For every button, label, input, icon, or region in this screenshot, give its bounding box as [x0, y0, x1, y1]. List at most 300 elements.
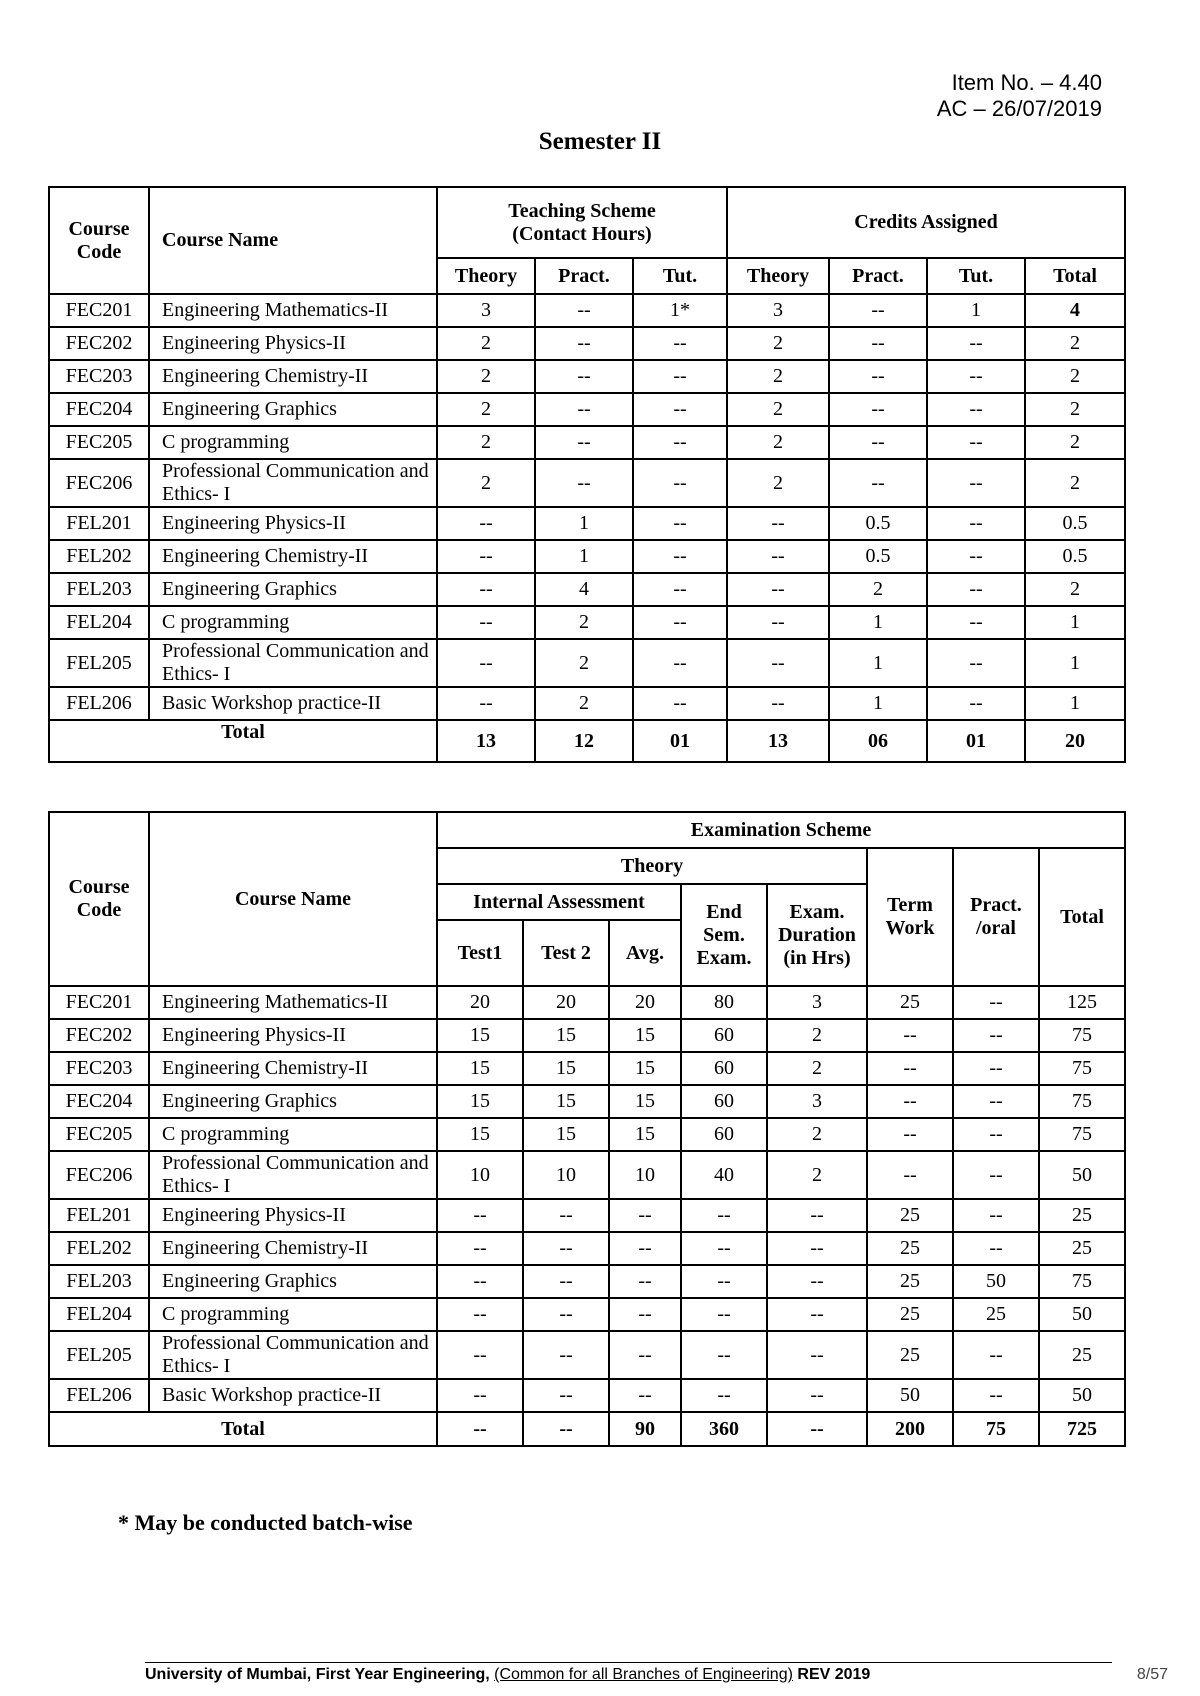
total-value-cell: 90 — [609, 1412, 681, 1446]
value-cell: -- — [767, 1232, 867, 1265]
value-cell: -- — [633, 606, 727, 639]
total-label: Total — [49, 720, 437, 762]
value-cell: -- — [437, 1298, 523, 1331]
value-cell: -- — [953, 1151, 1039, 1199]
course-code-cell: FEC206 — [49, 459, 149, 507]
value-cell: 2 — [535, 639, 633, 687]
teaching-scheme-sublabel: (Contact Hours) — [512, 222, 652, 245]
value-cell: 2 — [727, 393, 829, 426]
course-name-cell: Engineering Mathematics-II — [149, 294, 437, 327]
value-cell: 0.5 — [1025, 507, 1125, 540]
header-course-code: Course Code — [49, 812, 149, 986]
value-cell: -- — [829, 327, 927, 360]
value-cell: -- — [927, 573, 1025, 606]
value-cell: -- — [681, 1298, 767, 1331]
value-cell: -- — [829, 294, 927, 327]
value-cell: -- — [767, 1298, 867, 1331]
course-code-cell: FEL201 — [49, 507, 149, 540]
value-cell: 1 — [535, 540, 633, 573]
course-code-cell: FEC203 — [49, 360, 149, 393]
item-number-block — [937, 70, 1102, 122]
value-cell: -- — [867, 1085, 953, 1118]
value-cell: 125 — [1039, 986, 1125, 1019]
total-value-cell: 13 — [727, 720, 829, 762]
value-cell: 15 — [437, 1118, 523, 1151]
course-code-cell: FEL204 — [49, 606, 149, 639]
value-cell: 1 — [535, 507, 633, 540]
value-cell: -- — [437, 1232, 523, 1265]
value-cell: -- — [633, 687, 727, 720]
header-test1: Test1 — [437, 920, 523, 986]
ac-date: AC – 26/07/2019 — [936, 96, 1102, 121]
value-cell: 2 — [767, 1052, 867, 1085]
value-cell: -- — [953, 986, 1039, 1019]
value-cell: -- — [633, 327, 727, 360]
table-row — [49, 540, 1125, 573]
course-name-cell: Professional Communication and Ethics- I — [149, 459, 437, 507]
value-cell: -- — [829, 459, 927, 507]
course-name-cell: Engineering Graphics — [149, 393, 437, 426]
value-cell: -- — [953, 1379, 1039, 1412]
value-cell: 10 — [609, 1151, 681, 1199]
course-code-cell: FEC203 — [49, 1052, 149, 1085]
value-cell: -- — [927, 360, 1025, 393]
value-cell: 2 — [1025, 360, 1125, 393]
total-value-cell: 12 — [535, 720, 633, 762]
course-code-cell: FEC205 — [49, 1118, 149, 1151]
value-cell: -- — [523, 1331, 609, 1379]
value-cell: 4 — [1025, 294, 1125, 327]
value-cell: 2 — [1025, 459, 1125, 507]
course-code-cell: FEC206 — [49, 1151, 149, 1199]
value-cell: 25 — [1039, 1331, 1125, 1379]
course-code-cell: FEL204 — [49, 1298, 149, 1331]
total-value-cell: -- — [437, 1412, 523, 1446]
value-cell: -- — [535, 327, 633, 360]
value-cell: -- — [609, 1232, 681, 1265]
total-value-cell: 360 — [681, 1412, 767, 1446]
teaching-scheme-label: Teaching Scheme — [508, 199, 656, 222]
value-cell: -- — [681, 1331, 767, 1379]
value-cell: 75 — [1039, 1052, 1125, 1085]
value-cell: -- — [437, 573, 535, 606]
course-code-cell: FEC201 — [49, 294, 149, 327]
course-name-cell: Professional Communication and Ethics- I — [149, 1331, 437, 1379]
course-name-cell: Engineering Chemistry-II — [149, 1052, 437, 1085]
value-cell: -- — [927, 459, 1025, 507]
value-cell: 2 — [1025, 327, 1125, 360]
value-cell: 0.5 — [829, 540, 927, 573]
value-cell: -- — [727, 540, 829, 573]
value-cell: 25 — [867, 1331, 953, 1379]
value-cell: 60 — [681, 1019, 767, 1052]
value-cell: 2 — [535, 687, 633, 720]
value-cell: 1 — [927, 294, 1025, 327]
value-cell: 2 — [727, 327, 829, 360]
course-name-cell: Engineering Chemistry-II — [149, 1232, 437, 1265]
value-cell: -- — [953, 1085, 1039, 1118]
course-name-cell: Engineering Physics-II — [149, 327, 437, 360]
value-cell: 80 — [681, 986, 767, 1019]
header-course-name: Course Name — [149, 187, 437, 294]
header-teaching-scheme — [437, 187, 727, 258]
footer-common: (Common for all Branches of Engineering) — [494, 1666, 793, 1683]
value-cell: -- — [681, 1379, 767, 1412]
table-row — [49, 426, 1125, 459]
page-title: Semester II — [538, 128, 662, 155]
course-name-cell: C programming — [149, 426, 437, 459]
header-end-sem-exam: End Sem. Exam. — [681, 884, 767, 986]
total-value-cell: -- — [767, 1412, 867, 1446]
value-cell: -- — [437, 507, 535, 540]
value-cell: -- — [523, 1232, 609, 1265]
value-cell: 10 — [437, 1151, 523, 1199]
value-cell: 1 — [1025, 687, 1125, 720]
value-cell: -- — [953, 1019, 1039, 1052]
value-cell: -- — [633, 573, 727, 606]
value-cell: 15 — [523, 1118, 609, 1151]
value-cell: -- — [767, 1331, 867, 1379]
value-cell: -- — [609, 1199, 681, 1232]
footnote: * May be conducted batch-wise — [118, 1510, 413, 1535]
value-cell: -- — [953, 1052, 1039, 1085]
table-row — [49, 1265, 1125, 1298]
subheader-3: Theory — [727, 258, 829, 294]
value-cell: -- — [927, 540, 1025, 573]
value-cell: -- — [523, 1379, 609, 1412]
value-cell: 25 — [867, 986, 953, 1019]
course-name-cell: Engineering Chemistry-II — [149, 360, 437, 393]
page-footer: University of Mumbai, First Year Engineering, (Common for all Branches of Engineering) REV 2019 — [145, 1666, 871, 1683]
value-cell: 2 — [1025, 573, 1125, 606]
value-cell: 25 — [867, 1298, 953, 1331]
course-code-cell: FEL202 — [49, 1232, 149, 1265]
value-cell: 75 — [1039, 1265, 1125, 1298]
course-code-cell: FEL201 — [49, 1199, 149, 1232]
value-cell: 25 — [1039, 1232, 1125, 1265]
value-cell: 2 — [767, 1151, 867, 1199]
value-cell: 2 — [437, 393, 535, 426]
value-cell: 2 — [727, 459, 829, 507]
header-exam-duration: Exam. Duration (in Hrs) — [767, 884, 867, 986]
value-cell: -- — [829, 360, 927, 393]
course-code-cell: FEC205 — [49, 426, 149, 459]
value-cell: -- — [681, 1265, 767, 1298]
value-cell: -- — [727, 639, 829, 687]
course-code-cell: FEL205 — [49, 639, 149, 687]
value-cell: 2 — [1025, 426, 1125, 459]
header-course-name: Course Name — [149, 812, 437, 986]
value-cell: -- — [437, 1331, 523, 1379]
total-value-cell: -- — [523, 1412, 609, 1446]
examination-scheme-table — [48, 811, 1126, 1447]
subheader-5: Tut. — [927, 258, 1025, 294]
footer-university: University of Mumbai, First Year Engineering — [145, 1666, 486, 1683]
course-code-cell: FEL203 — [49, 573, 149, 606]
value-cell: -- — [609, 1331, 681, 1379]
value-cell: -- — [927, 639, 1025, 687]
value-cell: 50 — [1039, 1151, 1125, 1199]
value-cell: 1 — [829, 687, 927, 720]
value-cell: -- — [953, 1331, 1039, 1379]
course-code-cell: FEL206 — [49, 687, 149, 720]
course-name-cell: Professional Communication and Ethics- I — [149, 1151, 437, 1199]
course-code-cell: FEC204 — [49, 1085, 149, 1118]
subheader-2: Tut. — [633, 258, 727, 294]
value-cell: 15 — [609, 1118, 681, 1151]
total-value-cell: 20 — [1025, 720, 1125, 762]
total-value-cell: 200 — [867, 1412, 953, 1446]
value-cell: 1 — [1025, 639, 1125, 687]
teaching-scheme-table — [48, 186, 1126, 763]
value-cell: -- — [829, 393, 927, 426]
value-cell: 15 — [609, 1052, 681, 1085]
value-cell: 40 — [681, 1151, 767, 1199]
table-row — [49, 1298, 1125, 1331]
value-cell: -- — [523, 1199, 609, 1232]
value-cell: -- — [437, 1199, 523, 1232]
value-cell: 2 — [437, 426, 535, 459]
course-code-cell: FEC201 — [49, 986, 149, 1019]
table-row — [49, 687, 1125, 720]
total-row — [49, 1412, 1125, 1446]
value-cell: -- — [437, 540, 535, 573]
value-cell: 15 — [609, 1019, 681, 1052]
total-label: Total — [49, 1412, 437, 1446]
value-cell: -- — [535, 360, 633, 393]
value-cell: 2 — [727, 426, 829, 459]
value-cell: -- — [523, 1298, 609, 1331]
course-name-cell: C programming — [149, 1298, 437, 1331]
value-cell: -- — [953, 1199, 1039, 1232]
value-cell: 15 — [609, 1085, 681, 1118]
value-cell: -- — [727, 606, 829, 639]
value-cell: -- — [867, 1052, 953, 1085]
course-name-cell: Engineering Graphics — [149, 1085, 437, 1118]
course-name-cell: Engineering Physics-II — [149, 1019, 437, 1052]
value-cell: 3 — [767, 986, 867, 1019]
value-cell: -- — [633, 393, 727, 426]
value-cell: -- — [953, 1118, 1039, 1151]
table-row — [49, 507, 1125, 540]
value-cell: -- — [633, 540, 727, 573]
table-row — [49, 573, 1125, 606]
table-row — [49, 639, 1125, 687]
course-name-cell: Basic Workshop practice-II — [149, 687, 437, 720]
course-name-cell: Engineering Graphics — [149, 573, 437, 606]
header-total: Total — [1039, 848, 1125, 986]
subheader-4: Pract. — [829, 258, 927, 294]
value-cell: -- — [609, 1265, 681, 1298]
header-examination-scheme: Examination Scheme — [437, 812, 1125, 848]
course-code-cell: FEC202 — [49, 327, 149, 360]
item-number: Item No. – 4.40 — [951, 70, 1102, 95]
value-cell: -- — [727, 687, 829, 720]
table-row — [49, 459, 1125, 507]
value-cell: -- — [867, 1019, 953, 1052]
value-cell: -- — [681, 1199, 767, 1232]
table-row — [49, 1085, 1125, 1118]
value-cell: 1 — [1025, 606, 1125, 639]
value-cell: 0.5 — [1025, 540, 1125, 573]
course-name-cell: C programming — [149, 606, 437, 639]
header-theory: Theory — [437, 848, 867, 884]
value-cell: 3 — [437, 294, 535, 327]
value-cell: -- — [829, 426, 927, 459]
table-row — [49, 986, 1125, 1019]
header-test2: Test 2 — [523, 920, 609, 986]
value-cell: -- — [535, 393, 633, 426]
value-cell: 2 — [767, 1019, 867, 1052]
total-value-cell: 13 — [437, 720, 535, 762]
total-row — [49, 720, 1125, 762]
table-row — [49, 1199, 1125, 1232]
value-cell: -- — [867, 1118, 953, 1151]
course-name-cell: Professional Communication and Ethics- I — [149, 639, 437, 687]
value-cell: 50 — [867, 1379, 953, 1412]
value-cell: -- — [609, 1298, 681, 1331]
value-cell: -- — [927, 606, 1025, 639]
value-cell: -- — [535, 459, 633, 507]
subheader-1: Pract. — [535, 258, 633, 294]
value-cell: -- — [767, 1265, 867, 1298]
value-cell: -- — [867, 1151, 953, 1199]
header-avg: Avg. — [609, 920, 681, 986]
value-cell: -- — [633, 639, 727, 687]
course-code-cell: FEC202 — [49, 1019, 149, 1052]
value-cell: 50 — [1039, 1298, 1125, 1331]
subheader-6: Total — [1025, 258, 1125, 294]
value-cell: 2 — [437, 459, 535, 507]
value-cell: 3 — [727, 294, 829, 327]
course-code-cell: FEC204 — [49, 393, 149, 426]
course-name-cell: Engineering Mathematics-II — [149, 986, 437, 1019]
value-cell: -- — [927, 327, 1025, 360]
value-cell: -- — [437, 687, 535, 720]
value-cell: 0.5 — [829, 507, 927, 540]
value-cell: 15 — [523, 1052, 609, 1085]
value-cell: 20 — [437, 986, 523, 1019]
course-name-cell: Engineering Graphics — [149, 1265, 437, 1298]
value-cell: 15 — [437, 1052, 523, 1085]
table-row — [49, 1019, 1125, 1052]
table-row — [49, 606, 1125, 639]
total-value-cell: 01 — [633, 720, 727, 762]
table-row — [49, 1118, 1125, 1151]
value-cell: 25 — [867, 1199, 953, 1232]
value-cell: -- — [437, 606, 535, 639]
table-row — [49, 360, 1125, 393]
header-course-code: Course Code — [49, 187, 149, 294]
value-cell: -- — [727, 573, 829, 606]
course-code-cell: FEL202 — [49, 540, 149, 573]
value-cell: 75 — [1039, 1019, 1125, 1052]
value-cell: 50 — [953, 1265, 1039, 1298]
footer-divider — [145, 1662, 1112, 1663]
value-cell: 2 — [437, 360, 535, 393]
value-cell: 15 — [437, 1085, 523, 1118]
value-cell: 2 — [535, 606, 633, 639]
value-cell: 75 — [1039, 1118, 1125, 1151]
value-cell: -- — [927, 393, 1025, 426]
value-cell: -- — [953, 1232, 1039, 1265]
value-cell: -- — [535, 294, 633, 327]
total-value-cell: 725 — [1039, 1412, 1125, 1446]
value-cell: 60 — [681, 1118, 767, 1151]
value-cell: 25 — [953, 1298, 1039, 1331]
value-cell: 2 — [1025, 393, 1125, 426]
header-pract-oral: Pract. /oral — [953, 848, 1039, 986]
course-name-cell: C programming — [149, 1118, 437, 1151]
value-cell: -- — [437, 639, 535, 687]
value-cell: 60 — [681, 1085, 767, 1118]
value-cell: -- — [927, 687, 1025, 720]
footer-rev: REV 2019 — [797, 1666, 871, 1683]
value-cell: 10 — [523, 1151, 609, 1199]
value-cell: -- — [535, 426, 633, 459]
value-cell: -- — [609, 1379, 681, 1412]
page-number: 8/57 — [1136, 1666, 1168, 1683]
value-cell: 50 — [1039, 1379, 1125, 1412]
value-cell: 25 — [867, 1265, 953, 1298]
value-cell: -- — [437, 1265, 523, 1298]
value-cell: 1 — [829, 639, 927, 687]
table-row — [49, 1379, 1125, 1412]
course-code-cell: FEL203 — [49, 1265, 149, 1298]
value-cell: 15 — [437, 1019, 523, 1052]
value-cell: 20 — [523, 986, 609, 1019]
table-row — [49, 1232, 1125, 1265]
value-cell: -- — [633, 360, 727, 393]
table-row — [49, 1331, 1125, 1379]
header-credits-assigned: Credits Assigned — [727, 187, 1125, 258]
header-term-work: Term Work — [867, 848, 953, 986]
total-value-cell: 75 — [953, 1412, 1039, 1446]
value-cell: -- — [437, 1379, 523, 1412]
value-cell: -- — [633, 426, 727, 459]
value-cell: 1 — [829, 606, 927, 639]
course-code-cell: FEL205 — [49, 1331, 149, 1379]
value-cell: 2 — [829, 573, 927, 606]
value-cell: -- — [633, 459, 727, 507]
table-row — [49, 393, 1125, 426]
value-cell: -- — [767, 1199, 867, 1232]
value-cell: 2 — [727, 360, 829, 393]
value-cell: -- — [767, 1379, 867, 1412]
value-cell: -- — [727, 507, 829, 540]
table-row — [49, 1151, 1125, 1199]
table-row — [49, 1052, 1125, 1085]
value-cell: -- — [927, 426, 1025, 459]
value-cell: -- — [681, 1232, 767, 1265]
value-cell: 2 — [767, 1118, 867, 1151]
value-cell: 25 — [867, 1232, 953, 1265]
value-cell: -- — [927, 507, 1025, 540]
course-code-cell: FEL206 — [49, 1379, 149, 1412]
value-cell: 20 — [609, 986, 681, 1019]
value-cell: -- — [633, 507, 727, 540]
value-cell: 75 — [1039, 1085, 1125, 1118]
value-cell: -- — [523, 1265, 609, 1298]
value-cell: 60 — [681, 1052, 767, 1085]
value-cell: 1* — [633, 294, 727, 327]
table-row — [49, 327, 1125, 360]
value-cell: 15 — [523, 1085, 609, 1118]
header-internal-assessment: Internal Assessment — [437, 884, 681, 920]
value-cell: 4 — [535, 573, 633, 606]
value-cell: 2 — [437, 327, 535, 360]
course-name-cell: Engineering Physics-II — [149, 507, 437, 540]
